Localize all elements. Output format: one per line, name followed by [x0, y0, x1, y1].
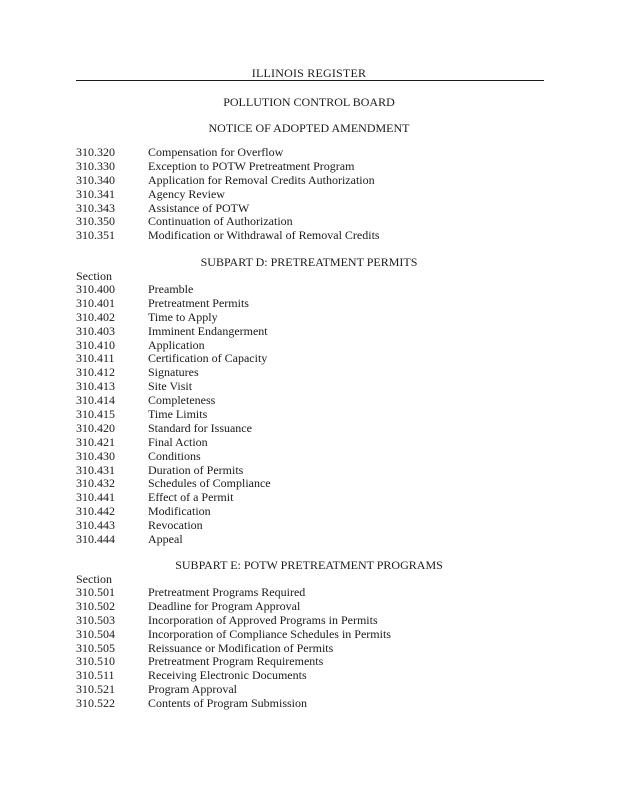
- section-number: 310.411: [76, 351, 115, 366]
- list-item: [76, 188, 556, 202]
- section-title: Conditions: [148, 448, 201, 463]
- section-title: Standard for Issuance: [148, 420, 252, 435]
- section-number: 310.401: [76, 295, 115, 310]
- section-title: Certification of Capacity: [148, 351, 268, 366]
- subpart-d-section-label: Section: [76, 269, 112, 283]
- section-number: 310.402: [76, 309, 115, 324]
- section-title: Reissuance or Modification of Permits: [148, 640, 334, 655]
- section-number: 310.431: [76, 462, 115, 477]
- list-item: [76, 669, 556, 683]
- section-title: Contents of Program Submission: [148, 696, 308, 711]
- section-title: Time to Apply: [148, 309, 218, 324]
- section-title: Completeness: [148, 393, 216, 408]
- list-item: [76, 450, 556, 464]
- list-item: [76, 422, 556, 436]
- notice-title: NOTICE OF ADOPTED AMENDMENT: [208, 121, 410, 135]
- section-number: 310.504: [76, 626, 115, 641]
- section-number: 310.442: [76, 504, 115, 519]
- section-number: 310.341: [76, 186, 115, 201]
- list-item: [76, 215, 556, 229]
- section-title: Pretreatment Permits: [148, 295, 249, 310]
- section-title: Appeal: [148, 532, 183, 547]
- subpart-e-list: [76, 586, 556, 711]
- list-item: [76, 352, 556, 366]
- section-number: 310.505: [76, 640, 115, 655]
- section-number: 310.430: [76, 448, 115, 463]
- list-item: [76, 505, 556, 519]
- list-item: [76, 491, 556, 505]
- list-item: [76, 160, 556, 174]
- list-item: [76, 174, 556, 188]
- section-number: 310.444: [76, 532, 115, 547]
- section-title: Deadline for Program Approval: [148, 598, 301, 613]
- list-item: [76, 325, 556, 339]
- section-number: 310.412: [76, 365, 115, 380]
- list-item: [76, 600, 556, 614]
- list-item: [76, 283, 556, 297]
- section-title: Effect of a Permit: [148, 490, 234, 505]
- subpart-e-section-label: Section: [76, 572, 112, 586]
- list-item: [76, 297, 556, 311]
- section-title: Application for Removal Credits Authorization: [148, 172, 375, 187]
- list-item: [76, 339, 556, 353]
- section-number: 310.420: [76, 420, 115, 435]
- section-number: 310.510: [76, 654, 115, 669]
- section-number: 310.522: [76, 696, 115, 711]
- list-item: [76, 394, 556, 408]
- section-title: Signatures: [148, 365, 199, 380]
- section-number: 310.320: [76, 145, 115, 159]
- list-item: [76, 533, 556, 547]
- section-title: Pretreatment Program Requirements: [148, 654, 324, 669]
- section-number: 310.340: [76, 172, 115, 187]
- section-title: Receiving Electronic Documents: [148, 668, 307, 683]
- section-title: Continuation of Authorization: [148, 214, 293, 229]
- subpart-d-heading: SUBPART D: PRETREATMENT PERMITS: [200, 255, 418, 269]
- section-title: Modification or Withdrawal of Removal Credits: [148, 228, 380, 243]
- list-item: [76, 642, 556, 656]
- section-title: Preamble: [148, 282, 194, 296]
- section-number: 310.432: [76, 476, 115, 491]
- section-title: Assistance of POTW: [148, 200, 250, 215]
- section-number: 310.403: [76, 323, 115, 338]
- list-item: [76, 477, 556, 491]
- section-number: 310.521: [76, 682, 115, 697]
- section-title: Time Limits: [148, 407, 208, 422]
- section-number: 310.413: [76, 379, 115, 394]
- section-title: Agency Review: [148, 186, 225, 201]
- section-title: Incorporation of Approved Programs in Permits: [148, 612, 378, 627]
- section-title: Compensation for Overflow: [148, 145, 284, 159]
- section-title: Incorporation of Compliance Schedules in Permits: [148, 626, 391, 641]
- section-title: Pretreatment Programs Required: [148, 585, 306, 599]
- section-title: Program Approval: [148, 682, 237, 697]
- section-number: 310.410: [76, 337, 115, 352]
- section-number: 310.351: [76, 228, 115, 243]
- section-title: Final Action: [148, 434, 208, 449]
- section-title: Exception to POTW Pretreatment Program: [148, 158, 355, 173]
- section-number: 310.350: [76, 214, 115, 229]
- register-title: ILLINOIS REGISTER: [251, 66, 367, 80]
- list-item: [76, 229, 556, 243]
- list-item: [76, 697, 556, 711]
- list-item: [76, 519, 556, 533]
- list-item: [76, 436, 556, 450]
- section-number: 310.414: [76, 393, 115, 408]
- section-number: 310.502: [76, 598, 115, 613]
- list-item: [76, 202, 556, 216]
- list-item: [76, 683, 556, 697]
- section-number: 310.443: [76, 518, 115, 533]
- list-item: [76, 464, 556, 478]
- list-item: [76, 614, 556, 628]
- subpart-e-heading: SUBPART E: POTW PRETREATMENT PROGRAMS: [175, 558, 443, 572]
- section-number: 310.421: [76, 434, 115, 449]
- list-item: [76, 655, 556, 669]
- section-number: 310.400: [76, 282, 115, 296]
- section-title: Duration of Permits: [148, 462, 244, 477]
- section-number: 310.415: [76, 407, 115, 422]
- board-name: POLLUTION CONTROL BOARD: [223, 95, 395, 109]
- list-item: [76, 380, 556, 394]
- list-item: [76, 366, 556, 380]
- section-title: Site Visit: [148, 379, 193, 394]
- section-title: Revocation: [148, 518, 203, 533]
- section-title: Modification: [148, 504, 211, 519]
- section-number: 310.503: [76, 612, 115, 627]
- subpart-d-list: [76, 283, 556, 547]
- subpart-c-list: [76, 146, 556, 243]
- section-number: 310.343: [76, 200, 115, 215]
- section-number: 310.501: [76, 585, 115, 599]
- list-item: [76, 311, 556, 325]
- section-number: 310.511: [76, 668, 115, 683]
- section-title: Application: [148, 337, 205, 352]
- list-item: [76, 146, 556, 160]
- list-item: [76, 628, 556, 642]
- section-title: Schedules of Compliance: [148, 476, 271, 491]
- list-item: [76, 408, 556, 422]
- section-number: 310.330: [76, 158, 115, 173]
- list-item: [76, 586, 556, 600]
- header-rule: [76, 80, 544, 81]
- section-number: 310.441: [76, 490, 115, 505]
- section-title: Imminent Endangerment: [148, 323, 268, 338]
